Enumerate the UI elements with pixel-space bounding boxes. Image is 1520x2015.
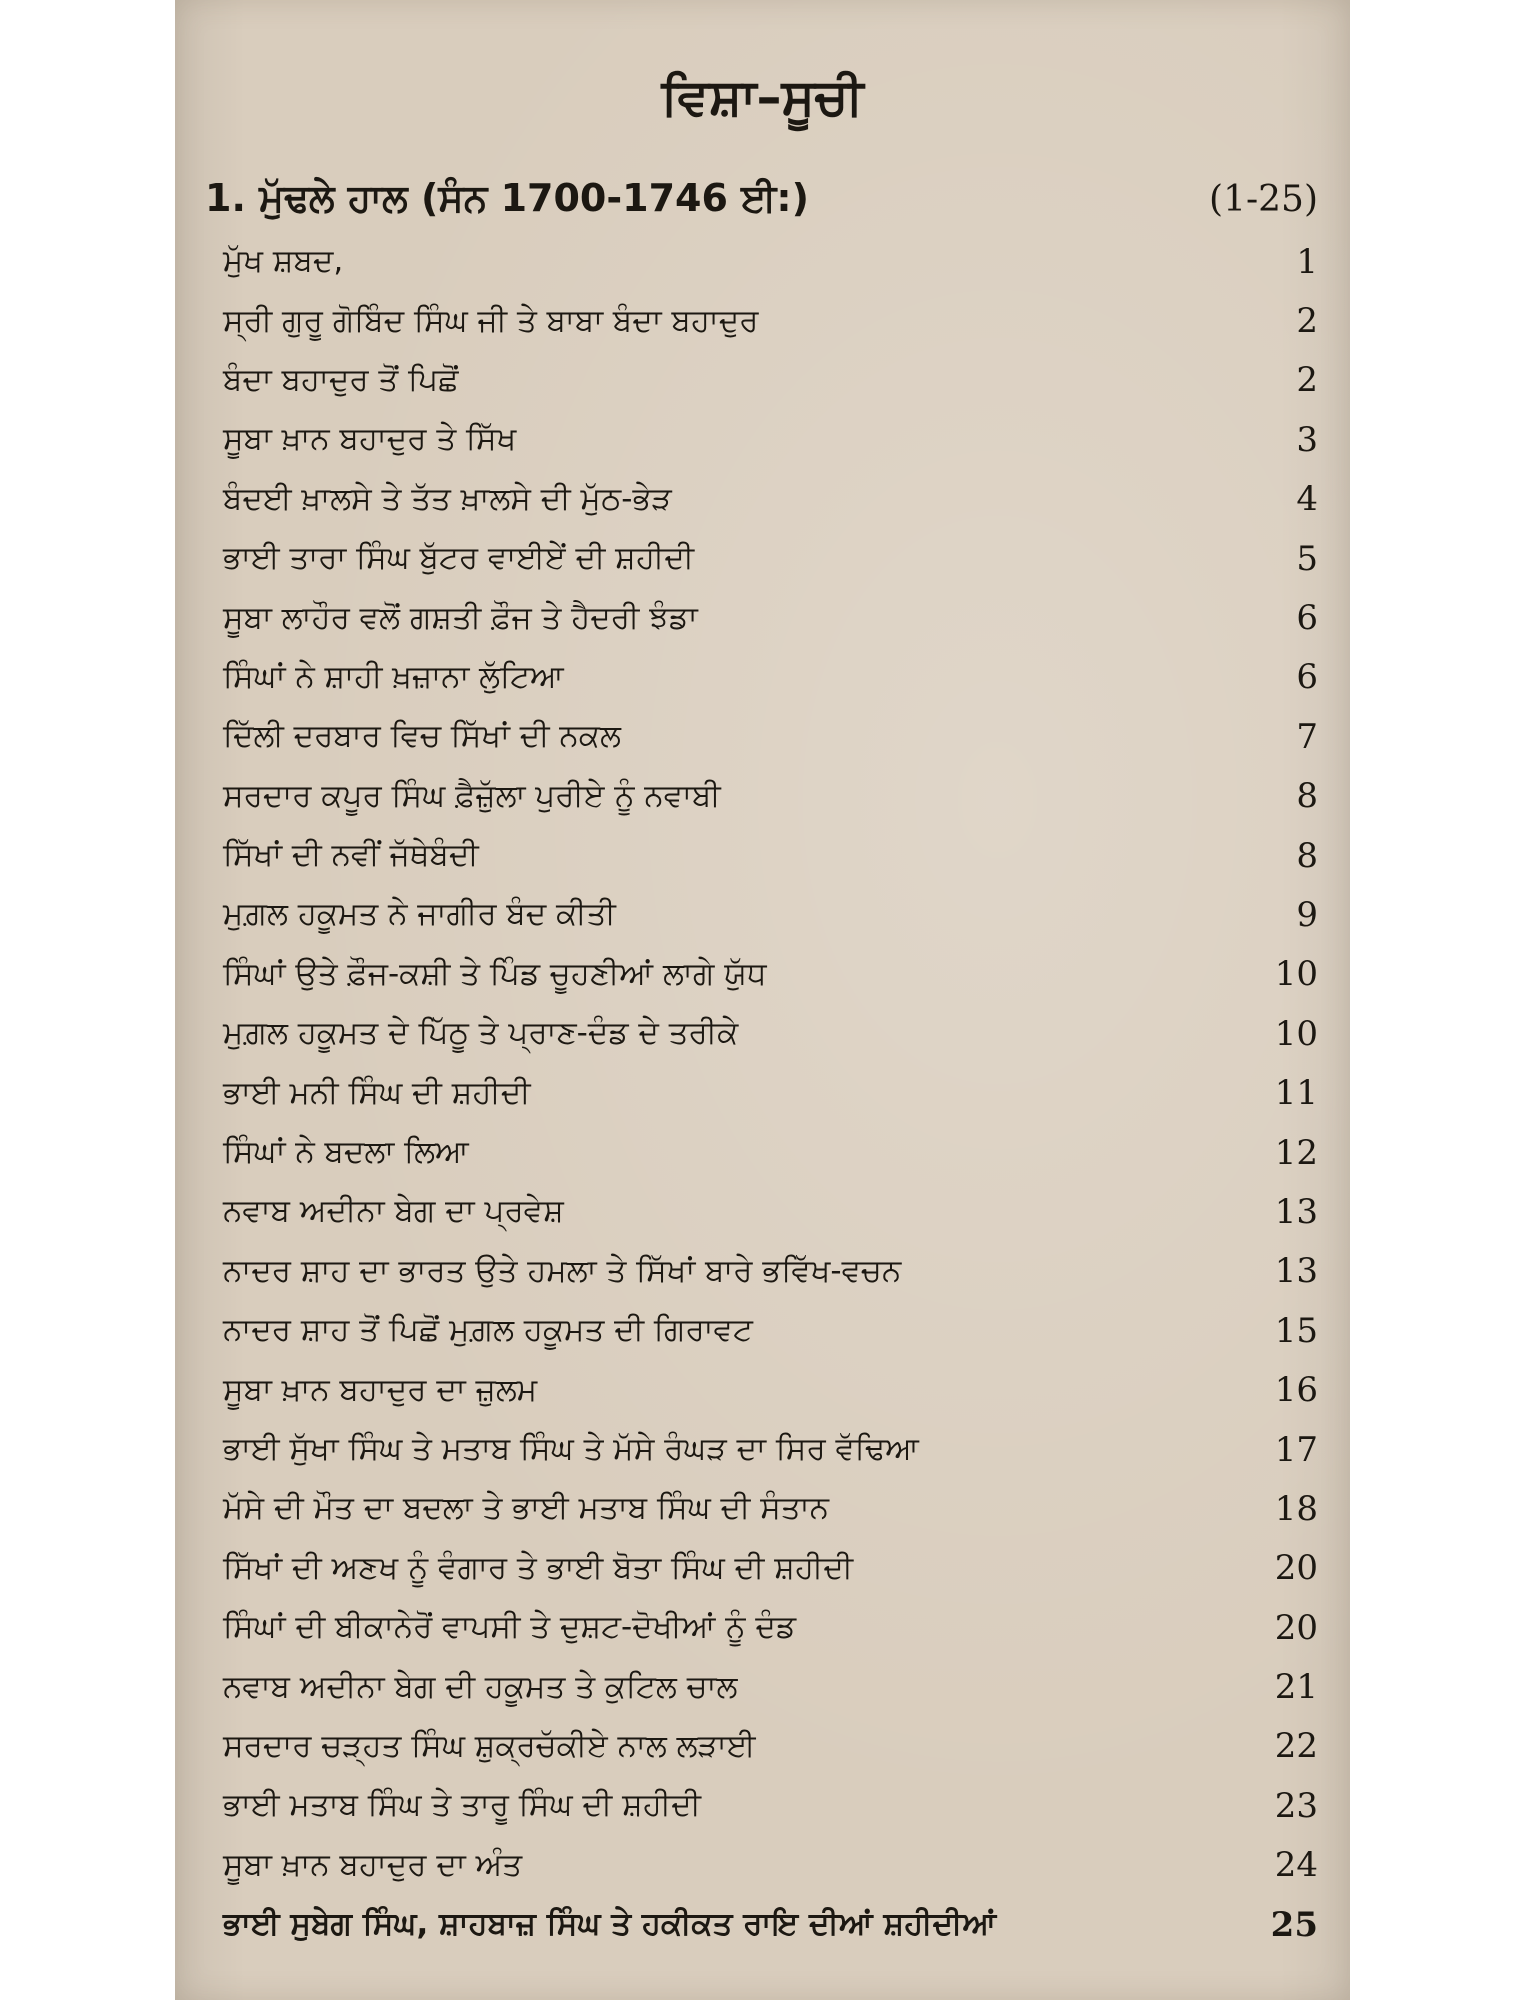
toc-entry-page: 8 (1296, 835, 1318, 876)
toc-entry (223, 1598, 1318, 1657)
toc-entry (223, 767, 1318, 826)
toc-entry-page: 16 (1274, 1370, 1318, 1411)
chapter-heading: 1. ਮੁੱਢਲੇ ਹਾਲ (ਸੰਨ 1700-1746 ਈ:) (205, 176, 809, 220)
toc-entry-title: ਮੁਗ਼ਲ ਹਕੂਮਤ ਦੇ ਪਿੱਠੂ ਤੇ ਪ੍ਰਾਣ-ਦੰਡ ਦੇ ਤਰੀਕੇ (223, 1015, 739, 1052)
chapter-page-range: (1-25) (1209, 179, 1318, 220)
toc-entry (223, 648, 1318, 707)
toc-entry-title: ਨਾਦਰ ਸ਼ਾਹ ਤੋਂ ਪਿਛੋਂ ਮੁਗ਼ਲ ਹਕੂਮਤ ਦੀ ਗਿਰਾਵਟ (223, 1312, 753, 1349)
toc-entry-page: 1 (1296, 241, 1318, 282)
toc-entry-page: 11 (1274, 1073, 1318, 1114)
toc-entry-title: ਭਾਈ ਮਤਾਬ ਸਿੰਘ ਤੇ ਤਾਰੂ ਸਿੰਘ ਦੀ ਸ਼ਹੀਦੀ (223, 1787, 701, 1824)
toc-entry-title: ਸਰਦਾਰ ਕਪੂਰ ਸਿੰਘ ਫ਼ੈਜ਼ੁੱਲਾ ਪੁਰੀਏ ਨੂੰ ਨਵਾਬੀ (223, 777, 721, 814)
toc-entry-page: 7 (1296, 716, 1318, 757)
toc-entry-title: ਮੁੱਖ ਸ਼ਬਦ, (223, 243, 344, 280)
toc-entry (223, 707, 1318, 766)
toc-entry (223, 1657, 1318, 1716)
toc-entry-page: 2 (1296, 360, 1318, 401)
toc-entry-title: ਨਾਦਰ ਸ਼ਾਹ ਦਾ ਭਾਰਤ ਉਤੇ ਹਮਲਾ ਤੇ ਸਿੱਖਾਂ ਬਾਰੇ ਭਵਿੱਖ-ਵਚਨ (223, 1252, 902, 1289)
toc-entry-title: ਭਾਈ ਸੁੱਖਾ ਸਿੰਘ ਤੇ ਮਤਾਬ ਸਿੰਘ ਤੇ ਮੱਸੇ ਰੰਘੜ ਦਾ ਸਿਰ ਵੱਢਿਆ (223, 1431, 919, 1467)
toc-entry (223, 1360, 1318, 1419)
toc-entry (223, 1539, 1318, 1598)
toc-entry-title: ਸਿੱਖਾਂ ਦੀ ਅਣਖ ਨੂੰ ਵੰਗਾਰ ਤੇ ਭਾਈ ਬੋਤਾ ਸਿੰਘ ਦੀ ਸ਼ਹੀਦੀ (223, 1549, 854, 1586)
toc-entry-page: 10 (1274, 1013, 1318, 1054)
toc-entry-page: 6 (1296, 657, 1318, 698)
toc-entry-title: ਭਾਈ ਤਾਰਾ ਸਿੰਘ ਬੁੱਟਰ ਵਾਈਏਂ ਦੀ ਸ਼ਹੀਦੀ (223, 540, 695, 577)
toc-entry (223, 1242, 1318, 1301)
toc-entry (223, 1182, 1318, 1241)
toc-entry (223, 1301, 1318, 1360)
toc-entry-page: 8 (1296, 776, 1318, 817)
toc-entry-title: ਬੰਦਾ ਬਹਾਦੁਰ ਤੋਂ ਪਿਛੋਂ (223, 361, 459, 398)
toc-entry-page: 24 (1274, 1845, 1318, 1886)
toc-entry-title: ਸਿੰਘਾਂ ਉਤੇ ਫ਼ੌਜ-ਕਸ਼ੀ ਤੇ ਪਿੰਡ ਚੂਹਣੀਆਂ ਲਾਗੇ ਯੁੱਧ (223, 955, 767, 992)
toc-entry-page: 9 (1296, 894, 1318, 935)
toc-entry (223, 945, 1318, 1004)
toc-entry (223, 470, 1318, 529)
toc-entry-page: 21 (1274, 1667, 1318, 1708)
toc-entry-page: 13 (1274, 1191, 1318, 1232)
toc-entry-title: ਨਵਾਬ ਅਦੀਨਾ ਬੇਗ ਦੀ ਹਕੂਮਤ ਤੇ ਕੁਟਿਲ ਚਾਲ (223, 1668, 738, 1705)
toc-entry (223, 1063, 1318, 1122)
toc-entry-title: ਸੂਬਾ ਖ਼ਾਨ ਬਹਾਦੁਰ ਦਾ ਜ਼ੁਲਮ (223, 1371, 538, 1408)
page-title: ਵਿਸ਼ਾ–ਸੂਚੀ (661, 68, 864, 126)
toc-entry-title: ਸ੍ਰੀ ਗੁਰੂ ਗੋਬਿੰਦ ਸਿੰਘ ਜੀ ਤੇ ਬਾਬਾ ਬੰਦਾ ਬਹਾਦੁਰ (223, 302, 759, 339)
toc-entry (223, 1004, 1318, 1063)
toc-list (223, 232, 1318, 1954)
toc-entry-page: 5 (1296, 538, 1318, 579)
toc-entry-page: 23 (1274, 1785, 1318, 1826)
toc-entry-page: 22 (1274, 1726, 1318, 1767)
toc-entry-page: 10 (1274, 954, 1318, 995)
toc-entry-page: 18 (1274, 1488, 1318, 1529)
toc-entry-title: ਸਿੰਘਾਂ ਨੇ ਬਦਲਾ ਲਿਆ (223, 1134, 469, 1171)
scanned-page (175, 0, 1350, 2000)
toc-entry (223, 1836, 1318, 1895)
toc-entry (223, 1479, 1318, 1538)
toc-entry (223, 1420, 1318, 1479)
toc-entry-page: 2 (1296, 301, 1318, 342)
toc-entry-title: ਸੂਬਾ ਖ਼ਾਨ ਬਹਾਦੁਰ ਤੇ ਸਿੱਖ (223, 421, 517, 458)
toc-entry-title: ਬੰਦਈ ਖ਼ਾਲਸੇ ਤੇ ਤੱਤ ਖ਼ਾਲਸੇ ਦੀ ਮੁੱਠ-ਭੇੜ (223, 480, 672, 517)
toc-entry-title: ਸਰਦਾਰ ਚੜ੍ਹਤ ਸਿੰਘ ਸ਼ੁਕ੍ਰਚੱਕੀਏ ਨਾਲ ਲੜਾਈ (223, 1727, 756, 1764)
toc-entry (223, 826, 1318, 885)
toc-entry-title: ਮੱਸੇ ਦੀ ਮੌਤ ਦਾ ਬਦਲਾ ਤੇ ਭਾਈ ਮਤਾਬ ਸਿੰਘ ਦੀ ਸੰਤਾਨ (223, 1490, 829, 1527)
toc-entry-title: ਨਵਾਬ ਅਦੀਨਾ ਬੇਗ ਦਾ ਪ੍ਰਵੇਸ਼ (223, 1193, 564, 1230)
toc-entry (223, 291, 1318, 350)
toc-entry (223, 1895, 1318, 1954)
toc-entry-page: 20 (1274, 1548, 1318, 1589)
chapter-heading-row (205, 176, 1318, 221)
toc-entry (223, 1123, 1318, 1182)
toc-entry (223, 232, 1318, 291)
toc-entry-title: ਸੂਬਾ ਖ਼ਾਨ ਬਹਾਦੁਰ ਦਾ ਅੰਤ (223, 1846, 523, 1883)
toc-entry (223, 885, 1318, 944)
toc-entry (223, 1776, 1318, 1835)
toc-entry-title: ਦਿੱਲੀ ਦਰਬਾਰ ਵਿਚ ਸਿੱਖਾਂ ਦੀ ਨਕਲ (223, 718, 621, 755)
toc-entry (223, 588, 1318, 647)
toc-entry-title: ਸਿੱਖਾਂ ਦੀ ਨਵੀਂ ਜੱਥੇਬੰਦੀ (223, 837, 479, 874)
toc-entry-page: 4 (1296, 479, 1318, 520)
toc-entry-page: 6 (1296, 598, 1318, 639)
toc-entry-page: 25 (1270, 1904, 1318, 1945)
toc-entry-title: ਸੂਬਾ ਲਾਹੌਰ ਵਲੋਂ ਗਸ਼ਤੀ ਫ਼ੌਜ ਤੇ ਹੈਦਰੀ ਝੰਡਾ (223, 599, 698, 636)
toc-entry-title: ਸਿੰਘਾਂ ਨੇ ਸ਼ਾਹੀ ਖ਼ਜ਼ਾਨਾ ਲੁੱਟਿਆ (223, 658, 564, 695)
toc-entry-page: 12 (1274, 1132, 1318, 1173)
toc-entry-title: ਭਾਈ ਸੁਬੇਗ ਸਿੰਘ, ਸ਼ਾਹਬਾਜ਼ ਸਿੰਘ ਤੇ ਹਕੀਕਤ ਰਾਇ ਦੀਆਂ ਸ਼ਹੀਦੀਆਂ (223, 1906, 997, 1943)
toc-entry-page: 3 (1296, 419, 1318, 460)
toc-entry (223, 351, 1318, 410)
toc-entry-page: 15 (1274, 1310, 1318, 1351)
toc-entry-page: 20 (1274, 1607, 1318, 1648)
toc-entry-title: ਭਾਈ ਮਨੀ ਸਿੰਘ ਦੀ ਸ਼ਹੀਦੀ (223, 1074, 531, 1111)
toc-entry-title: ਸਿੰਘਾਂ ਦੀ ਬੀਕਾਨੇਰੋਂ ਵਾਪਸੀ ਤੇ ਦੁਸ਼ਟ-ਦੋਖੀਆਂ ਨੂੰ ਦੰਡ (223, 1609, 797, 1646)
toc-entry (223, 529, 1318, 588)
toc-entry-title: ਮੁਗ਼ਲ ਹਕੂਮਤ ਨੇ ਜਾਗੀਰ ਬੰਦ ਕੀਤੀ (223, 896, 616, 933)
toc-entry-page: 13 (1274, 1251, 1318, 1292)
toc-entry (223, 410, 1318, 469)
toc-entry (223, 1717, 1318, 1776)
toc-entry-page: 17 (1274, 1429, 1318, 1470)
